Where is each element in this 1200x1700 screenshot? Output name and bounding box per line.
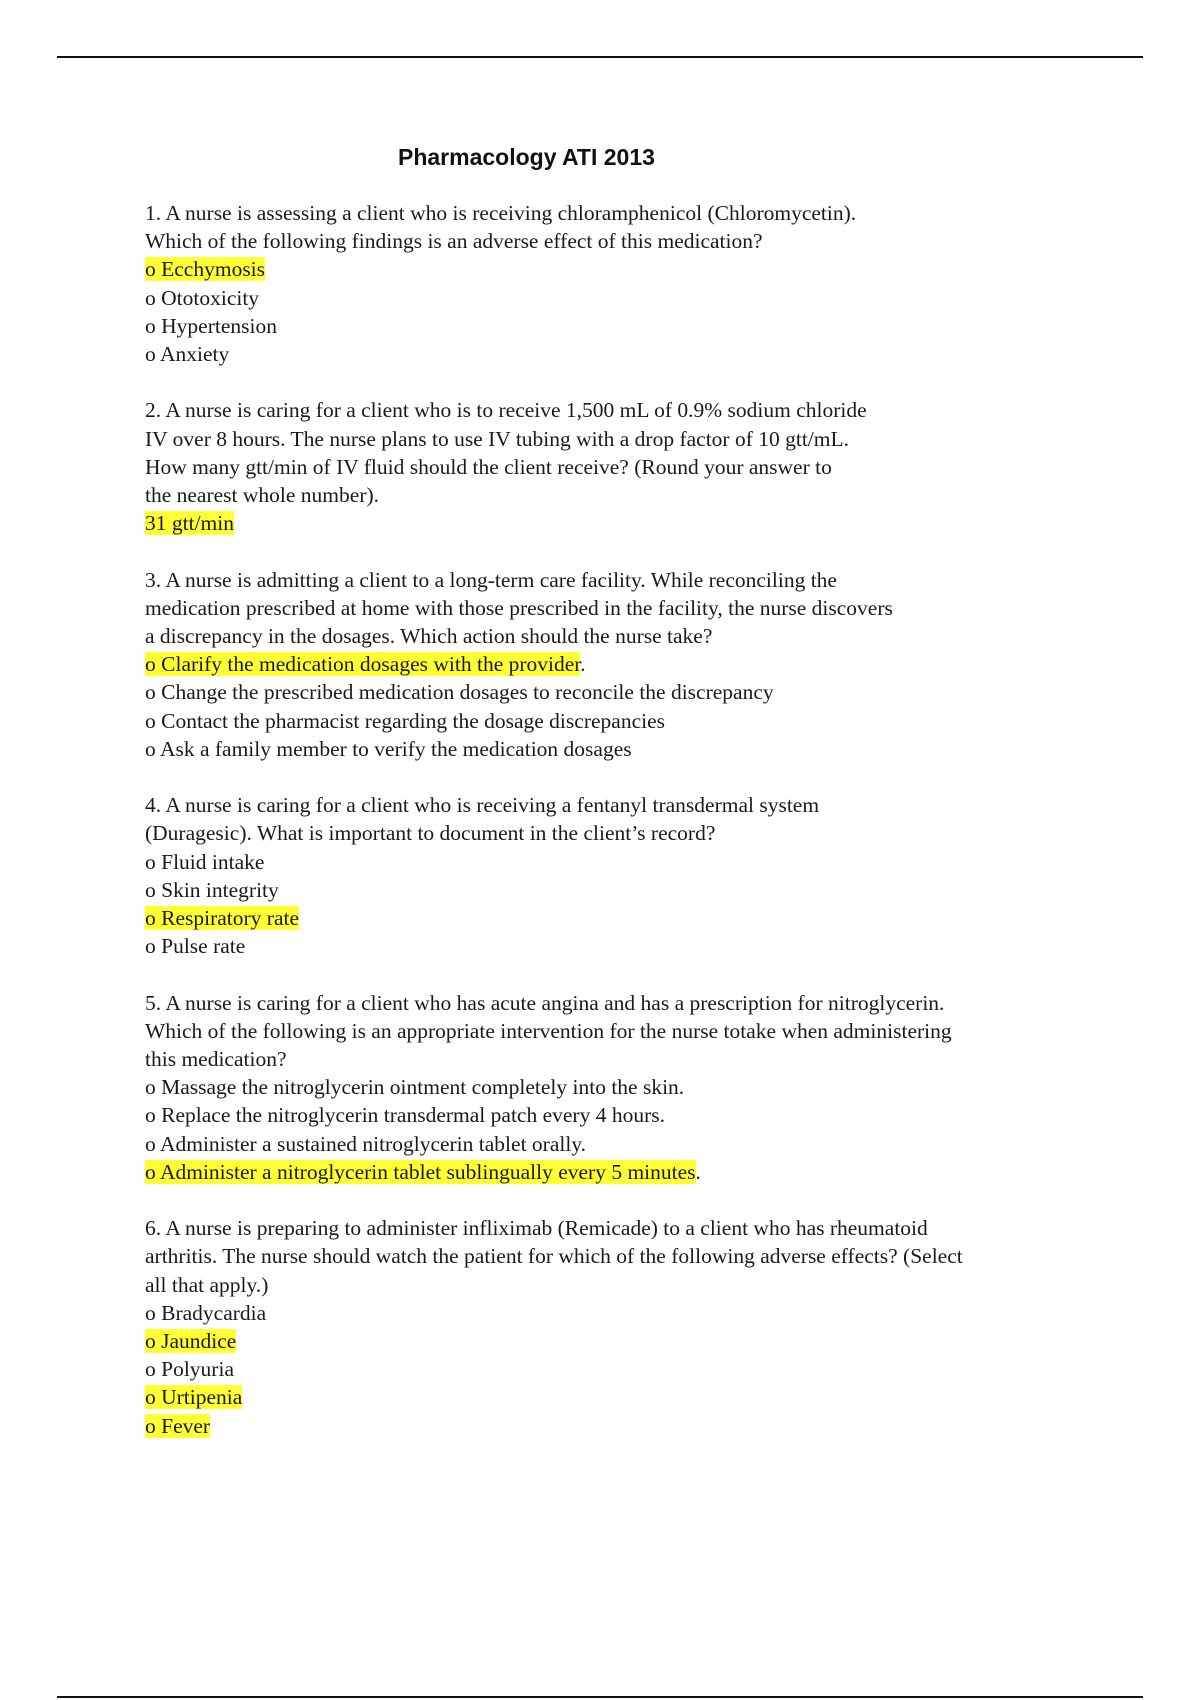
answer-option-text: o Fluid intake <box>145 849 265 874</box>
question-text-line: (Duragesic). What is important to document in the client’s record? <box>145 821 716 846</box>
answer-option-highlighted <box>145 1383 1145 1411</box>
question-text-line: 1. A nurse is assessing a client who is receiving chloramphenicol (Chloromycetin). <box>145 201 857 225</box>
question-text-line: all that apply.) <box>145 1272 269 1297</box>
answer-option <box>145 1130 1145 1158</box>
answer-option-text: o Administer a nitroglycerin tablet sublingually every 5 minutes <box>145 1159 696 1184</box>
answer-option-text: o Pulse rate <box>145 934 246 959</box>
question-text-line: a discrepancy in the dosages. Which action should the nurse take? <box>145 624 713 649</box>
answer-option-highlighted <box>145 509 1145 537</box>
answer-option <box>145 1355 1145 1383</box>
question-text-line: 3. A nurse is admitting a client to a long-term care facility. While reconciling the <box>145 567 837 592</box>
answer-option-text: o Contact the pharmacist regarding the dosage discrepancies <box>145 708 665 733</box>
answer-option-text: o Hypertension <box>145 313 277 338</box>
question-2 <box>145 396 1145 537</box>
question-text-line: 6. A nurse is preparing to administer infliximab (Remicade) to a client who has rheumatoid <box>145 1216 928 1241</box>
answer-option-trailing-punctuation: . <box>580 652 586 677</box>
question-1 <box>145 199 1145 368</box>
question-text-line: 4. A nurse is caring for a client who is receiving a fentanyl transdermal system <box>145 793 820 818</box>
answer-option <box>145 707 1145 735</box>
answer-option-highlighted <box>145 1412 1145 1440</box>
question-text-line: Which of the following findings is an adverse effect of this medication? <box>145 229 763 254</box>
answer-option-text: o Respiratory rate <box>145 906 300 931</box>
answer-option-text: o Urtipenia <box>145 1385 243 1410</box>
answer-option-text: o Massage the nitroglycerin ointment completely into the skin. <box>145 1075 685 1100</box>
answer-option-text: o Replace the nitroglycerin transdermal patch every 4 hours. <box>145 1103 665 1128</box>
answer-option <box>145 284 1145 312</box>
question-text-line: 5. A nurse is caring for a client who has acute angina and has a prescription for nitroglycerin. <box>145 990 945 1015</box>
answer-option-highlighted <box>145 650 1145 678</box>
header-rule <box>57 56 1143 58</box>
question-6 <box>145 1214 1145 1440</box>
question-3 <box>145 566 1145 763</box>
answer-option-highlighted <box>145 1327 1145 1355</box>
answer-option-trailing-punctuation: . <box>695 1159 701 1184</box>
answer-option-text: o Ototoxicity <box>145 285 260 310</box>
answer-option-text: 31 gtt/min <box>145 511 234 536</box>
answer-option-highlighted <box>145 1158 1145 1186</box>
answer-option <box>145 1073 1145 1101</box>
question-text-line: How many gtt/min of IV fluid should the client receive? (Round your answer to <box>145 454 832 479</box>
answer-option <box>145 1299 1145 1327</box>
question-5 <box>145 989 1145 1186</box>
answer-option-text: o Ecchymosis <box>145 257 266 282</box>
question-text-line: the nearest whole number). <box>145 483 380 508</box>
question-4 <box>145 791 1145 960</box>
answer-option-text: o Administer a sustained nitroglycerin tablet orally. <box>145 1131 587 1156</box>
question-text-line: this medication? <box>145 1047 287 1072</box>
answer-option <box>145 312 1145 340</box>
answer-option-highlighted <box>145 255 1145 283</box>
answer-option <box>145 932 1145 960</box>
answer-option-text: o Bradycardia <box>145 1300 267 1325</box>
answer-option <box>145 848 1145 876</box>
question-text-line: IV over 8 hours. The nurse plans to use IV tubing with a drop factor of 10 gtt/mL. <box>145 426 850 451</box>
question-text-line: Which of the following is an appropriate intervention for the nurse totake when administering <box>145 1018 952 1043</box>
answer-option <box>145 678 1145 706</box>
answer-option-text: o Anxiety <box>145 342 230 367</box>
question-text-line: medication prescribed at home with those prescribed in the facility, the nurse discovers <box>145 595 893 620</box>
answer-option-text: o Fever <box>145 1413 211 1438</box>
answer-option-text: o Clarify the medication dosages with the provider <box>145 652 581 677</box>
question-text-line: 2. A nurse is caring for a client who is to receive 1,500 mL of 0.9% sodium chloride <box>145 398 867 423</box>
answer-option-highlighted <box>145 904 1145 932</box>
answer-option-text: o Change the prescribed medication dosages to reconcile the discrepancy <box>145 680 774 705</box>
footer-rule <box>57 1696 1143 1698</box>
answer-option <box>145 735 1145 763</box>
answer-option-text: o Jaundice <box>145 1329 237 1354</box>
answer-option <box>145 876 1145 904</box>
page-title: Pharmacology ATI 2013 <box>398 144 655 170</box>
question-list <box>145 199 1145 1468</box>
answer-option-text: o Skin integrity <box>145 877 279 902</box>
answer-option-text: o Ask a family member to verify the medication dosages <box>145 736 632 761</box>
answer-option <box>145 1101 1145 1129</box>
answer-option-text: o Polyuria <box>145 1357 234 1382</box>
question-text-line: arthritis. The nurse should watch the patient for which of the following adverse effects? (Select <box>145 1244 963 1269</box>
answer-option <box>145 340 1145 368</box>
